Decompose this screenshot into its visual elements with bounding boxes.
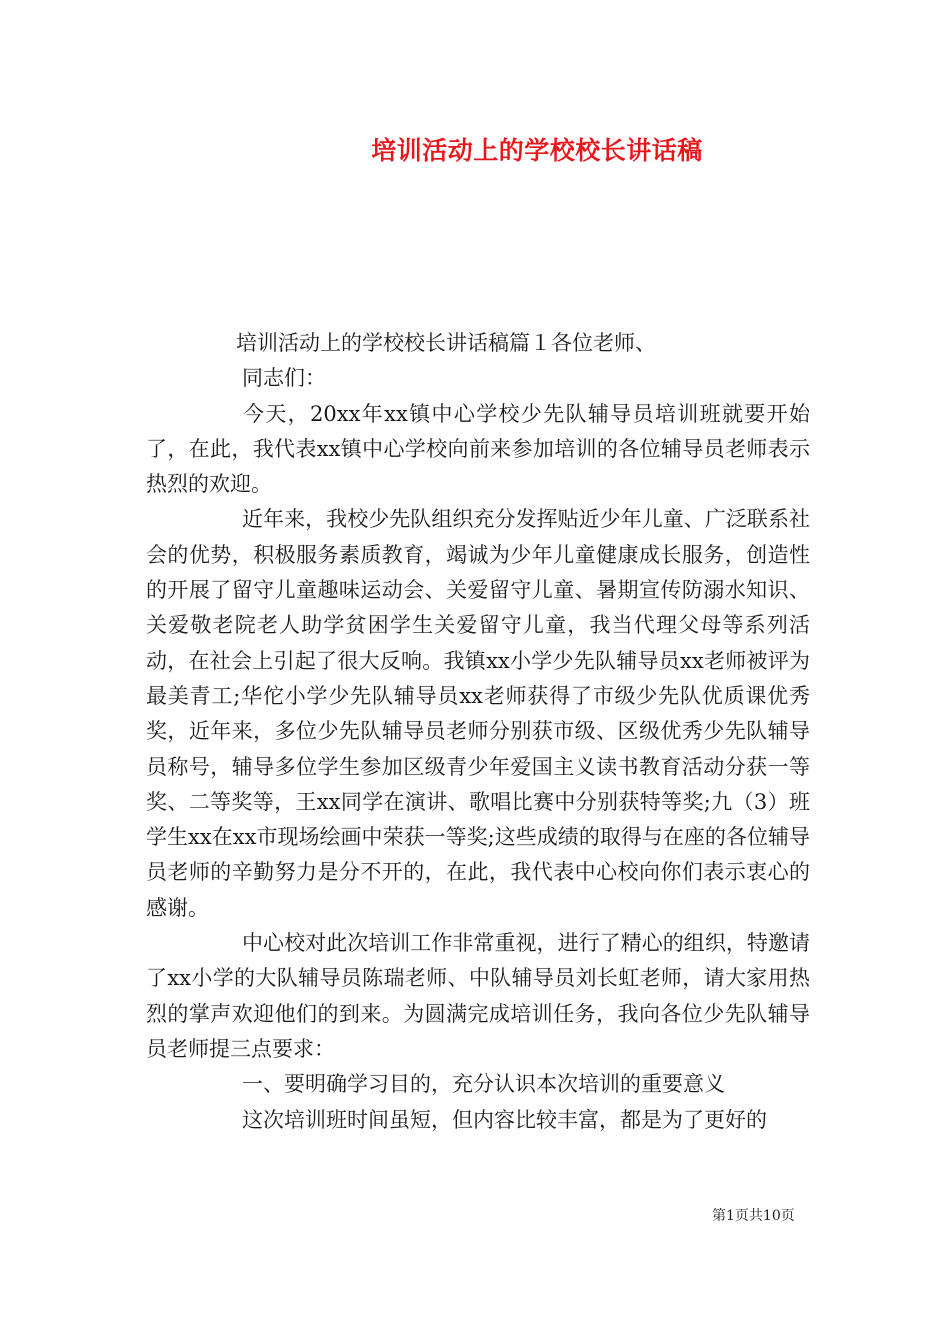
page-number: 第1页共10页 [712, 1208, 795, 1224]
paragraph-section-body: 这次培训班时间虽短，但内容比较丰富，都是为了更好的 [242, 1107, 767, 1132]
paragraph-section-heading: 一、要明确学习目的，充分认识本次培训的重要意义 [242, 1072, 725, 1097]
paragraph-salutation: 同志们： [242, 366, 326, 391]
paragraph-achievements: 近年来，我校少先队组织充分发挥贴近少年儿童、广泛联系社会的优势，积极服务素质教育，竭诚为少年儿童健康成长服务，创造性的开展了留守儿童趣味运动会、关爱留守儿童、暑期宣传防溺水知识、关爱敬老院老人助学贫困学生关爱留守儿童，我当代理父母等系列活动，在社会上引起了很大反响。我镇xx小学少先队辅导员xx老师被评为最美青工;华佗小学少先队辅导员xx老师获得了市级少先队优质课优秀奖，近年来，多位少先队辅导员老师分别获市级、区级优秀少先队辅导员称号，辅导多位学生参加区级青少年爱国主义读书教育活动分获一等奖、二等奖等，王xx同学在演讲、歌唱比赛中分别获特等奖;九（3）班学生xx在xx市现场绘画中荣获一等奖;这些成绩的取得与在座的各位辅导员老师的辛勤努力是分不开的，在此，我代表中心校向你们表示衷心的感谢。 [146, 507, 810, 920]
paragraph-welcome: 今天，20xx年xx镇中心学校少先队辅导员培训班就要开始了，在此，我代表xx镇中心学校向前来参加培训的各位辅导员老师表示热烈的欢迎。 [146, 401, 810, 497]
document-title: 培训活动上的学校校长讲话稿 [371, 136, 703, 165]
paragraph-intro: 培训活动上的学校校长讲话稿篇１各位老师、 [236, 331, 656, 355]
document-body [146, 326, 810, 1138]
paragraph-requirements: 中心校对此次培训工作非常重视，进行了精心的组织，特邀请了xx小学的大队辅导员陈瑞老师、中队辅导员刘长虹老师，请大家用热烈的掌声欢迎他们的到来。为圆满完成培训任务，我向各位少先队辅导员老师提三点要求： [146, 931, 810, 1061]
